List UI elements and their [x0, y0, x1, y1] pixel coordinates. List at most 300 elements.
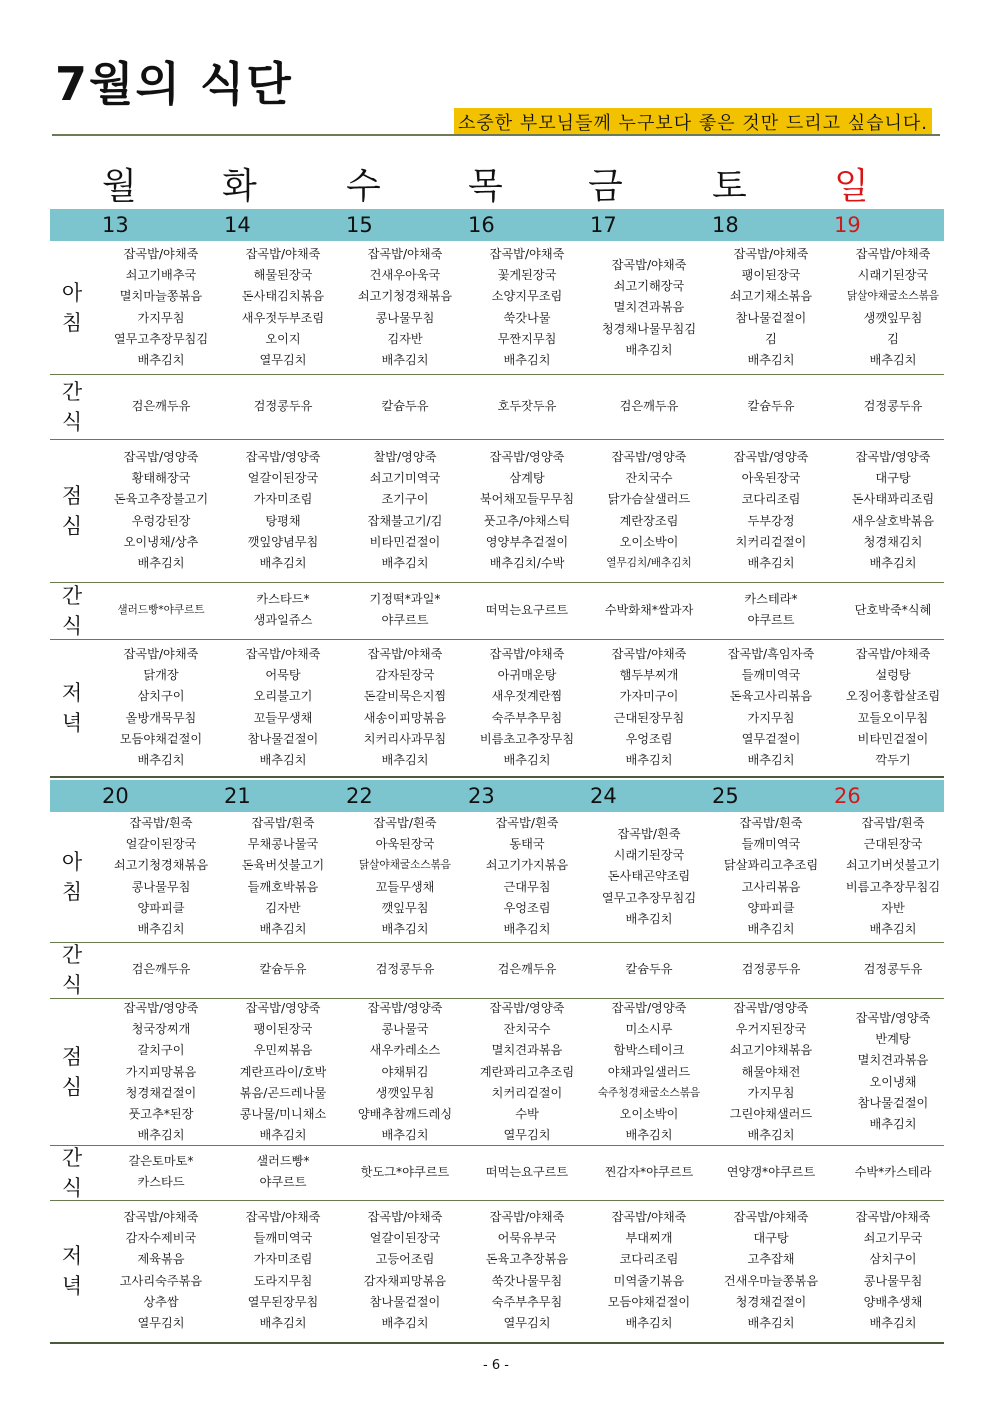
menu-item: 시래기된장국: [857, 268, 929, 283]
menu-item: 배추김치: [259, 556, 307, 571]
menu-item: 양배추참깨드레싱: [357, 1107, 453, 1122]
date-label: 25: [712, 784, 739, 808]
menu-item: 삼계탕: [509, 471, 545, 486]
menu-item: 잡곡밥/야채죽: [123, 247, 199, 261]
menu-item: 배추김치: [137, 556, 185, 571]
menu-item: 떠먹는요구르트: [485, 1165, 569, 1179]
menu-item: 배추김치: [137, 353, 185, 368]
menu-item: 건새우마늘쫑볶음: [723, 1273, 819, 1288]
date-label: 23: [468, 784, 495, 808]
menu-item: 꼬들무생채: [375, 879, 435, 894]
menu-item: 열무김치: [137, 1316, 185, 1331]
weekday-3: 목: [468, 166, 503, 207]
menu-item: 고등어조림: [375, 1252, 435, 1267]
menu-cell: [588, 447, 710, 574]
menu-cell: [832, 813, 954, 940]
menu-item: 가지무침: [747, 1085, 795, 1100]
menu-item: 배추김치: [869, 922, 917, 937]
menu-item: 우엉조림: [625, 731, 673, 746]
menu-item: 배추김치: [869, 556, 917, 571]
menu-cell: [710, 813, 832, 940]
menu-cell: [832, 1162, 954, 1183]
meal-row-dinner: [50, 639, 944, 778]
menu-item: 돈사태곤약조림: [607, 869, 691, 884]
menu-item: 청경채나물무침김: [601, 321, 697, 336]
menu-item: 감자수제비국: [125, 1231, 197, 1246]
menu-item: 잡곡밥/야채죽: [245, 247, 321, 261]
menu-item: 쇠고기가지볶음: [485, 858, 569, 873]
menu-item: 반계탕: [875, 1032, 911, 1047]
menu-cell: [710, 396, 832, 417]
menu-item: 도라지무침: [253, 1273, 313, 1288]
menu-cell: [466, 600, 588, 621]
menu-cell: [100, 244, 222, 371]
menu-item: 잡곡밥/흑임자죽: [727, 647, 815, 661]
menu-item: 쇠고기무국: [863, 1231, 923, 1246]
menu-item: 새우살호박볶음: [851, 513, 935, 528]
meal-label-char: 식: [61, 410, 83, 434]
menu-item: 배추김치: [625, 1316, 673, 1331]
menu-cell: [466, 813, 588, 940]
menu-item: 샐러드빵*: [256, 1154, 310, 1168]
weekday-2: 수: [346, 166, 381, 207]
menu-cell: [466, 959, 588, 980]
menu-item: 깻잎양념무침: [247, 534, 319, 549]
meal-label-char: 아: [61, 281, 83, 305]
menu-cell: [344, 644, 466, 771]
meal-label-char: 식: [61, 973, 83, 997]
menu-item: 배추김치: [503, 353, 551, 368]
date-label: 22: [346, 784, 373, 808]
menu-item: 갈치구이: [137, 1043, 185, 1058]
menu-item: 배추김치: [137, 753, 185, 768]
menu-cell: [710, 1162, 832, 1183]
menu-item: 코다리조림: [619, 1252, 679, 1267]
menu-item: 잡곡밥/야채죽: [855, 1210, 931, 1224]
menu-item: 참나물겉절이: [857, 1095, 929, 1110]
menu-item: 잡곡밥/흰죽: [617, 827, 681, 841]
date-label: 26: [834, 784, 861, 808]
menu-cell: [466, 644, 588, 771]
menu-item: 숙주부추무침: [491, 1294, 563, 1309]
menu-item: 참나물겉절이: [369, 1294, 441, 1309]
menu-item: 고사리볶음: [741, 879, 801, 894]
menu-item: 돈사태꽈리조림: [851, 492, 935, 507]
menu-cell: [588, 1162, 710, 1183]
menu-cell: [100, 813, 222, 940]
menu-item: 쑥갓나물무침: [491, 1273, 563, 1288]
meal-label-char: 점: [61, 484, 83, 508]
menu-item: 숙주부추무침: [491, 710, 563, 725]
menu-item: 근대된장무침: [613, 710, 685, 725]
menu-item: 해물야채전: [741, 1064, 801, 1079]
menu-cell: [344, 244, 466, 371]
menu-item: 꼬들오이무침: [857, 710, 929, 725]
menu-cell: [710, 644, 832, 771]
menu-item: 영양부추겉절이: [485, 534, 569, 549]
menu-item: 시래기된장국: [613, 848, 685, 863]
menu-item: 황태해장국: [131, 471, 191, 486]
menu-item: 김: [887, 331, 899, 346]
menu-item: 양파피클: [747, 900, 795, 915]
menu-item: 삼치구이: [869, 1252, 917, 1267]
menu-item: 배추김치: [259, 1128, 307, 1143]
menu-cell: [588, 600, 710, 621]
menu-item: 감자채피망볶음: [363, 1273, 447, 1288]
menu-item: 수박: [515, 1107, 539, 1122]
date-bar: [50, 780, 944, 812]
menu-cell: [588, 1207, 710, 1334]
meal-label-char: 식: [61, 614, 83, 638]
menu-item: 잡곡밥/영양죽: [733, 1001, 809, 1015]
menu-item: 생깻잎무침: [375, 1085, 435, 1100]
menu-item: 잡곡밥/영양죽: [489, 1001, 565, 1015]
meal-label: [50, 940, 94, 1000]
menu-item: 잡곡밥/야채죽: [367, 1210, 443, 1224]
menu-item: 배추김치: [747, 753, 795, 768]
menu-item: 얼갈이된장국: [369, 1231, 441, 1246]
menu-cell: [832, 959, 954, 980]
menu-item: 계란프라이/호박: [239, 1064, 327, 1079]
menu-item: 배추김치: [259, 753, 307, 768]
menu-item: 연양갱*야쿠르트: [726, 1165, 816, 1179]
meal-label: [50, 1042, 94, 1102]
meal-label-char: 침: [61, 311, 83, 335]
meal-label-char: 심: [61, 514, 83, 538]
meal-label: [50, 1143, 94, 1203]
menu-cell: [222, 447, 344, 574]
menu-item: 팽이된장국: [253, 1022, 313, 1037]
menu-cell: [222, 1207, 344, 1334]
menu-cell: [344, 1207, 466, 1334]
menu-cell: [344, 396, 466, 417]
menu-cell: [100, 447, 222, 574]
menu-item: 수박화채*쌀과자: [604, 603, 694, 617]
menu-item: 오이냉채/상추: [123, 534, 199, 549]
menu-item: 풋고추*된장: [128, 1107, 194, 1122]
date-label: 21: [224, 784, 251, 808]
menu-item: 야쿠르트: [259, 1175, 307, 1190]
meal-row-dinner: [50, 1200, 944, 1344]
menu-cell: [588, 255, 710, 361]
menu-item: 잡곡밥/영양죽: [245, 450, 321, 464]
date-label: 16: [468, 213, 495, 237]
date-label: 13: [102, 213, 129, 237]
menu-item: 배추김치: [625, 342, 673, 357]
menu-cell: [100, 600, 222, 621]
menu-item: 돈갈비묵은지찜: [363, 689, 447, 704]
menu-item: 배추김치: [259, 922, 307, 937]
menu-item: 검정콩두유: [741, 962, 801, 976]
meal-label-char: 간: [61, 943, 83, 967]
menu-item: 닭개장: [143, 668, 179, 683]
menu-item: 칼슘두유: [259, 962, 307, 976]
menu-item: 멸치견과볶음: [857, 1053, 929, 1068]
menu-item: 배추김치: [503, 922, 551, 937]
menu-item: 꽃게된장국: [497, 268, 557, 283]
menu-item: 야채튀김: [381, 1064, 429, 1079]
menu-item: 멸치마늘쫑볶음: [119, 289, 203, 304]
menu-item: 잡곡밥/흰죽: [861, 816, 925, 830]
date-label: 24: [590, 784, 617, 808]
menu-item: 들깨미역국: [741, 837, 801, 852]
menu-item: 쇠고기해장국: [613, 279, 685, 294]
date-label: 19: [834, 213, 861, 237]
menu-item: 열무고추장무침김: [113, 331, 209, 346]
menu-item: 닭가슴살샐러드: [607, 492, 691, 507]
menu-item: 잡곡밥/영양죽: [855, 450, 931, 464]
menu-item: 고사리숙주볶음: [119, 1273, 203, 1288]
menu-item: 카스테라*: [744, 592, 798, 606]
menu-cell: [710, 447, 832, 574]
menu-cell: [100, 959, 222, 980]
menu-item: 배추김치: [747, 353, 795, 368]
menu-item: 돈육버섯불고기: [241, 858, 325, 873]
menu-item: 수박*카스테라: [854, 1165, 932, 1179]
weekday-0: 월: [102, 166, 137, 207]
menu-item: 청경채겉절이: [735, 1294, 807, 1309]
menu-item: 잡곡밥/야채죽: [245, 647, 321, 661]
menu-item: 잡곡밥/야채죽: [855, 647, 931, 661]
date-label: 20: [102, 784, 129, 808]
menu-item: 돈사태김치볶음: [241, 289, 325, 304]
menu-item: 잡곡밥/야채죽: [489, 647, 565, 661]
menu-item: 생깻잎무침: [863, 310, 923, 325]
menu-cell: [100, 1151, 222, 1193]
menu-item: 잡곡밥/야채죽: [611, 647, 687, 661]
weekday-header: [50, 158, 944, 207]
menu-cell: [222, 959, 344, 980]
page-title: 7월의 식단: [55, 57, 293, 111]
menu-item: 칼슘두유: [381, 399, 429, 413]
menu-item: 가자미조림: [253, 1252, 313, 1267]
menu-cell: [832, 447, 954, 574]
menu-item: 쇠고기버섯불고기: [845, 858, 941, 873]
menu-item: 배추김치: [137, 1128, 185, 1143]
menu-item: 열무겉절이: [741, 731, 801, 746]
menu-item: 검정콩두유: [863, 399, 923, 413]
menu-item: 김: [765, 331, 777, 346]
meal-row-snack-am: [50, 942, 944, 999]
menu-item: 팽이된장국: [741, 268, 801, 283]
menu-cell: [222, 396, 344, 417]
menu-item: 배추김치: [381, 353, 429, 368]
menu-cell: [222, 1151, 344, 1193]
menu-item: 잡곡밥/야채죽: [733, 247, 809, 261]
menu-item: 아욱된장국: [741, 471, 801, 486]
meal-label: [50, 678, 94, 738]
menu-item: 야쿠르트: [381, 613, 429, 628]
menu-item: 돈육고추장불고기: [113, 492, 209, 507]
meal-label: [50, 1241, 94, 1301]
menu-item: 잡곡밥/야채죽: [245, 1210, 321, 1224]
menu-item: 오이소박이: [619, 534, 679, 549]
menu-item: 깍두기: [875, 753, 911, 768]
menu-item: 설렁탕: [875, 668, 911, 683]
meal-row-snack-am: [50, 374, 944, 440]
menu-item: 쇠고기배추국: [125, 268, 197, 283]
menu-item: 참나물겉절이: [247, 731, 319, 746]
menu-item: 비타민겉절이: [369, 534, 441, 549]
menu-cell: [710, 244, 832, 371]
meal-row-snack-pm: [50, 582, 944, 640]
menu-item: 잡곡밥/영양죽: [123, 450, 199, 464]
menu-item: 얼갈이된장국: [125, 837, 197, 852]
menu-item: 쇠고기채소볶음: [729, 289, 813, 304]
menu-item: 잡곡밥/영양죽: [367, 1001, 443, 1015]
menu-item: 비름고추장무침김: [845, 879, 941, 894]
menu-cell: [710, 959, 832, 980]
meal-label-char: 간: [61, 1146, 83, 1170]
menu-cell: [710, 998, 832, 1146]
menu-item: 들깨호박볶음: [247, 879, 319, 894]
meal-label-char: 저: [61, 681, 83, 705]
menu-item: 가지피망볶음: [125, 1064, 197, 1079]
menu-item: 단호박죽*식혜: [854, 603, 932, 617]
menu-item: 잡곡밥/야채죽: [367, 647, 443, 661]
menu-cell: [832, 1207, 954, 1334]
menu-cell: [832, 396, 954, 417]
menu-item: 배추김치: [747, 1316, 795, 1331]
menu-item: 올방개묵무침: [125, 710, 197, 725]
menu-item: 탕평채: [265, 513, 301, 528]
menu-item: 잡곡밥/야채죽: [611, 1210, 687, 1224]
menu-item: 양배추생채: [863, 1294, 923, 1309]
menu-cell: [222, 244, 344, 371]
menu-item: 고추잡채: [747, 1252, 795, 1267]
menu-item: 야쿠르트: [747, 613, 795, 628]
menu-item: 콩나물무침: [131, 879, 191, 894]
menu-item: 쑥갓나물: [503, 310, 551, 325]
menu-item: 쇠고기청경채볶음: [113, 858, 209, 873]
menu-item: 닭살야채굴소스볶음: [358, 859, 452, 872]
subtitle-banner: 소중한 부모님들께 누구보다 좋은 것만 드리고 싶습니다.: [454, 108, 932, 136]
menu-item: 오이냉채: [869, 1074, 917, 1089]
menu-item: 계란꽈리고추조림: [479, 1064, 575, 1079]
menu-item: 치커리겉절이: [735, 534, 807, 549]
menu-item: 오이지: [265, 331, 301, 346]
menu-item: 삼치구이: [137, 689, 185, 704]
weekday-1: 화: [222, 166, 257, 207]
meal-row-lunch: [50, 998, 944, 1146]
menu-item: 치커리사과무침: [363, 731, 447, 746]
date-label: 14: [224, 213, 251, 237]
menu-item: 잡곡밥/야채죽: [611, 258, 687, 272]
menu-item: 자반: [881, 900, 905, 915]
menu-cell: [710, 1207, 832, 1334]
menu-item: 치커리겉절이: [491, 1085, 563, 1100]
menu-item: 무짠지무침: [497, 331, 557, 346]
menu-item: 쇠고기미역국: [369, 471, 441, 486]
menu-cell: [100, 998, 222, 1146]
menu-item: 건새우아욱국: [369, 268, 441, 283]
menu-item: 찰밥/영양죽: [373, 450, 437, 464]
menu-item: 미역줄기볶음: [613, 1273, 685, 1288]
meal-row-lunch: [50, 439, 944, 583]
menu-item: 우엉조림: [503, 900, 551, 915]
menu-cell: [832, 644, 954, 771]
menu-item: 감자된장국: [375, 668, 435, 683]
menu-item: 닭살야채굴소스볶음: [846, 290, 940, 303]
menu-item: 잡곡밥/야채죽: [123, 647, 199, 661]
menu-item: 잡곡밥/야채죽: [855, 247, 931, 261]
meal-label-char: 저: [61, 1244, 83, 1268]
menu-item: 잡곡밥/영양죽: [611, 1001, 687, 1015]
menu-item: 새우젓두부조림: [241, 310, 325, 325]
menu-item: 부대찌개: [625, 1231, 673, 1246]
menu-cell: [344, 813, 466, 940]
menu-item: 근대무침: [503, 879, 551, 894]
menu-item: 기정떡*과일*: [369, 592, 441, 606]
menu-item: 열무김치: [259, 353, 307, 368]
menu-item: 쇠고기청경채볶음: [357, 289, 453, 304]
date-label: 17: [590, 213, 617, 237]
menu-cell: [100, 644, 222, 771]
menu-item: 청국장찌개: [131, 1022, 191, 1037]
menu-item: 생과일쥬스: [253, 613, 313, 628]
menu-cell: [466, 447, 588, 574]
menu-item: 비름초고추장무침: [479, 731, 575, 746]
menu-cell: [832, 244, 954, 371]
menu-item: 카스타드: [137, 1175, 185, 1190]
menu-item: 검은깨두유: [619, 399, 679, 413]
menu-item: 닭살꽈리고추조림: [723, 858, 819, 873]
menu-item: 핫도그*야쿠르트: [360, 1165, 450, 1179]
menu-item: 떠먹는요구르트: [485, 603, 569, 617]
menu-item: 꼬들무생채: [253, 710, 313, 725]
title-rule: [52, 134, 940, 136]
menu-item: 배추김치: [747, 922, 795, 937]
menu-item: 들깨미역국: [253, 1231, 313, 1246]
meal-label-char: 식: [61, 1176, 83, 1200]
meal-label-char: 간: [61, 380, 83, 404]
menu-cell: [466, 396, 588, 417]
menu-cell: [588, 824, 710, 930]
weekday-4: 금: [588, 166, 623, 207]
menu-item: 아욱된장국: [375, 837, 435, 852]
weekday-5: 토: [712, 166, 747, 207]
meal-label: [50, 481, 94, 541]
menu-item: 참나물겉절이: [735, 310, 807, 325]
menu-item: 멸치견과볶음: [613, 300, 685, 315]
menu-item: 미소시루: [625, 1022, 673, 1037]
meal-label-char: 아: [61, 850, 83, 874]
menu-item: 잡채불고기/김: [367, 513, 443, 528]
menu-item: 잡곡밥/영양죽: [245, 1001, 321, 1015]
menu-item: 배추김치: [259, 1316, 307, 1331]
menu-item: 열무김치/배추김치: [606, 557, 692, 570]
date-label: 18: [712, 213, 739, 237]
menu-item: 배추김치: [625, 1128, 673, 1143]
menu-item: 검은깨두유: [131, 399, 191, 413]
menu-item: 그린야채샐러드: [729, 1107, 813, 1122]
menu-item: 샐러드빵*야쿠르트: [117, 604, 205, 616]
menu-item: 잡곡밥/야채죽: [123, 1210, 199, 1224]
menu-cell: [466, 998, 588, 1146]
menu-item: 잡곡밥/야채죽: [367, 247, 443, 261]
meal-label-char: 심: [61, 1075, 83, 1099]
meal-row-breakfast: [50, 812, 944, 943]
menu-item: 열무된장무침: [247, 1294, 319, 1309]
menu-item: 무채콩나물국: [247, 837, 319, 852]
menu-item: 어묵탕: [265, 668, 301, 683]
menu-item: 배추김치/수박: [489, 556, 565, 571]
meal-label-char: 녁: [61, 1274, 83, 1298]
menu-item: 두부강정: [747, 513, 795, 528]
menu-cell: [222, 644, 344, 771]
menu-item: 카스타드*: [256, 592, 310, 606]
menu-cell: [222, 813, 344, 940]
